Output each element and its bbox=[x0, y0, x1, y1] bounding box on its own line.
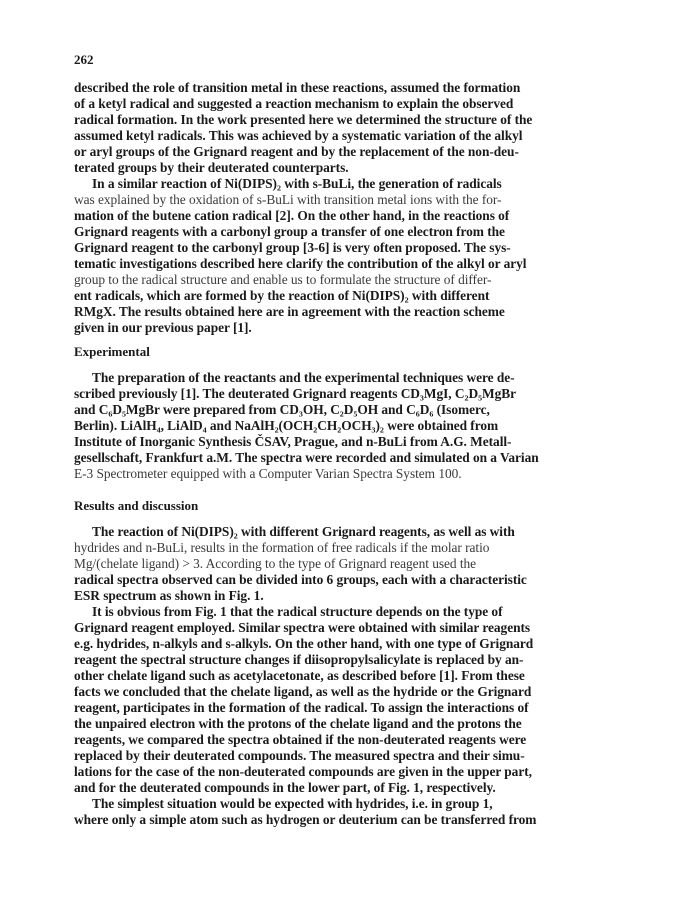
text-line: ent radicals, which are formed by the reaction of Ni(DIPS)₂ with different bbox=[74, 288, 490, 303]
text-line: radical spectra observed can be divided into 6 groups, each with a characteristic bbox=[74, 572, 527, 587]
text-line: mation of the butene cation radical [2]. On the other hand, in the reactions of bbox=[74, 208, 510, 223]
text-line: group to the radical structure and enable us to formulate the structure of differ- bbox=[74, 272, 492, 287]
results-heading: Results and discussion bbox=[74, 498, 199, 513]
text-line: lations for the case of the non-deuterated compounds are given in the upper part, bbox=[74, 764, 532, 779]
experimental-paragraph bbox=[74, 370, 628, 482]
results-paragraphs bbox=[74, 524, 628, 828]
text-line: terated groups by their deuterated counterparts. bbox=[74, 160, 349, 175]
experimental-heading: Experimental bbox=[74, 344, 150, 359]
text-line: the unpaired electron with the protons of the chelate ligand and the protons the bbox=[74, 716, 522, 731]
text-line: RMgX. The results obtained here are in agreement with the reaction scheme bbox=[74, 304, 505, 319]
text-line: replaced by their deuterated compounds. The measured spectra and their simu- bbox=[74, 748, 525, 763]
text-line: Grignard reagents with a carbonyl group a transfer of one electron from the bbox=[74, 224, 505, 239]
text-line: The simplest situation would be expected with hydrides, i.e. in group 1, bbox=[92, 796, 493, 811]
text-line: Grignard reagent to the carbonyl group [3-6] is very often proposed. The sys- bbox=[74, 240, 511, 255]
page-number: 262 bbox=[74, 52, 94, 67]
text-line: other chelate ligand such as acetylacetonate, as described before [1]. From these bbox=[74, 668, 525, 683]
text-line: Grignard reagent employed. Similar spectra were obtained with similar reagents bbox=[74, 620, 531, 635]
text-line: and C₆D₅MgBr were prepared from CD₃OH, C₂D₅OH and C₆D₆ (Isomerc, bbox=[74, 402, 490, 417]
text-line: facts we concluded that the chelate ligand, as well as the hydride or the Grignard bbox=[74, 684, 532, 699]
text-line: ESR spectrum as shown in Fig. 1. bbox=[74, 588, 264, 603]
intro-paragraphs bbox=[74, 80, 628, 336]
text-line: where only a simple atom such as hydrogen or deuterium can be transferred from bbox=[74, 812, 537, 827]
text-line: or aryl groups of the Grignard reagent and by the replacement of the non-deu- bbox=[74, 144, 519, 159]
text-line: E-3 Spectrometer equipped with a Computer Varian Spectra System 100. bbox=[74, 466, 462, 481]
text-line: hydrides and n-BuLi, results in the formation of free radicals if the molar ratio bbox=[74, 540, 490, 555]
text-line: Institute of Inorganic Synthesis ČSAV, Prague, and n-BuLi from A.G. Metall- bbox=[74, 434, 512, 449]
text-line: gesellschaft, Frankfurt a.M. The spectra were recorded and simulated on a Varian bbox=[74, 450, 539, 465]
text-line: In a similar reaction of Ni(DIPS)₂ with s-BuLi, the generation of radicals bbox=[92, 176, 502, 191]
text-line: reagent, participates in the formation of the radical. To assign the interactions of bbox=[74, 700, 529, 715]
text-line: Berlin). LiAlH₄, LiAlD₄ and NaAlH₂(OCH₂CH₂OCH₃)₂ were obtained from bbox=[74, 418, 499, 433]
text-line: was explained by the oxidation of s-BuLi with transition metal ions with the for- bbox=[74, 192, 502, 207]
text-line: scribed previously [1]. The deuterated Grignard reagents CD₃MgI, C₂D₅MgBr bbox=[74, 386, 517, 401]
text-line: and for the deuterated compounds in the lower part, of Fig. 1, respectively. bbox=[74, 780, 496, 795]
text-line: The preparation of the reactants and the experimental techniques were de- bbox=[92, 370, 515, 385]
text-line: of a ketyl radical and suggested a reaction mechanism to explain the observed bbox=[74, 96, 514, 111]
text-line: tematic investigations described here clarify the contribution of the alkyl or aryl bbox=[74, 256, 527, 271]
text-line: given in our previous paper [1]. bbox=[74, 320, 252, 335]
text-line: It is obvious from Fig. 1 that the radical structure depends on the type of bbox=[92, 604, 503, 619]
text-line: assumed ketyl radicals. This was achieved by a systematic variation of the alkyl bbox=[74, 128, 523, 143]
text-line: Mg/(chelate ligand) > 3. According to the type of Grignard reagent used the bbox=[74, 556, 477, 571]
text-line: described the role of transition metal in these reactions, assumed the formation bbox=[74, 80, 521, 95]
text-line: radical formation. In the work presented here we determined the structure of the bbox=[74, 112, 533, 127]
text-line: reagents, we compared the spectra obtained if the non-deuterated reagents were bbox=[74, 732, 527, 747]
text-line: e.g. hydrides, n-alkyls and s-alkyls. On the other hand, with one type of Grignard bbox=[74, 636, 534, 651]
text-line: The reaction of Ni(DIPS)₂ with different Grignard reagents, as well as with bbox=[92, 524, 515, 539]
text-line: reagent the spectral structure changes if diisopropylsalicylate is replaced by an- bbox=[74, 652, 524, 667]
